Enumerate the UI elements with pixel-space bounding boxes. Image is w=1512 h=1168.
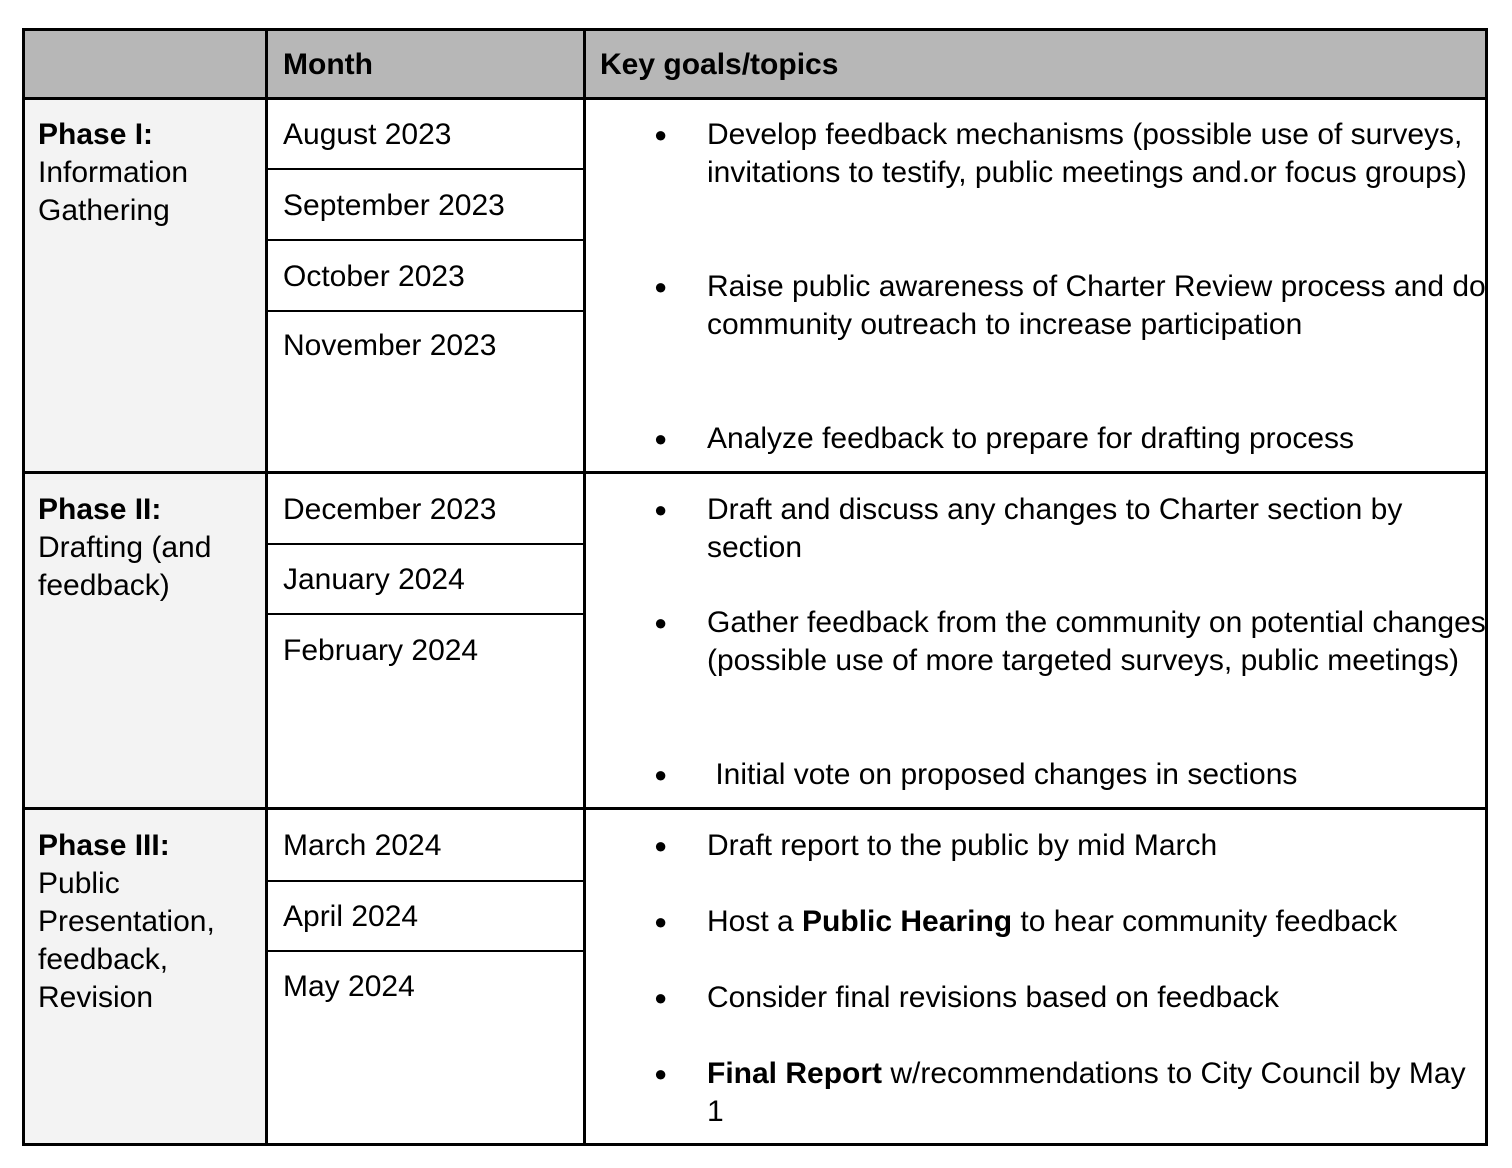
- divider: [22, 807, 1488, 810]
- month-cell: August 2023: [283, 118, 452, 151]
- bullet-icon: ●: [654, 497, 668, 522]
- month-cell: November 2023: [283, 329, 497, 362]
- goal-item: Raise public awareness of Charter Review process and do community outreach to increase participation: [707, 270, 1486, 341]
- divider: [267, 543, 583, 545]
- goal-item: Initial vote on proposed changes in sections: [707, 758, 1298, 791]
- goal-item: [707, 1055, 1487, 1131]
- phase-subtitle: Public Presentation, feedback, Revision: [38, 867, 215, 1014]
- bullet-icon: ●: [654, 833, 668, 858]
- month-cell: October 2023: [283, 260, 465, 293]
- divider: [22, 471, 1488, 474]
- month-cell: April 2024: [283, 900, 419, 933]
- goal-item: Consider final revisions based on feedback: [707, 981, 1280, 1014]
- divider: [265, 28, 268, 1146]
- phase-2-label: [38, 491, 258, 605]
- goal-emphasis: Final Report: [707, 1057, 883, 1090]
- month-cell: January 2024: [283, 563, 465, 596]
- goal-text: to hear community feedback: [1012, 905, 1398, 938]
- divider: [267, 239, 583, 241]
- bullet-icon: ●: [654, 426, 668, 451]
- goal-item: Develop feedback mechanisms (possible use of surveys, invitations to testify, public meetings and.or focus groups): [707, 118, 1467, 189]
- goal-item: Gather feedback from the community on potential changes (possible use of more targeted surveys, public meetings): [707, 606, 1486, 677]
- phase-subtitle: Drafting (and feedback): [38, 531, 212, 602]
- month-cell: September 2023: [283, 189, 505, 222]
- phase-title: Phase II:: [38, 493, 162, 526]
- bullet-icon: ●: [654, 274, 668, 299]
- month-cell: December 2023: [283, 493, 497, 526]
- phase-title: Phase III:: [38, 829, 170, 862]
- goal-item: Draft report to the public by mid March: [707, 829, 1218, 862]
- divider: [267, 880, 583, 882]
- goal-item: Draft and discuss any changes to Charter section by section: [707, 493, 1403, 564]
- divider: [583, 28, 586, 1146]
- bullet-icon: ●: [654, 1061, 668, 1086]
- goal-emphasis: Public Hearing: [802, 905, 1013, 938]
- month-cell: May 2024: [283, 970, 415, 1003]
- divider: [267, 310, 583, 312]
- month-cell: February 2024: [283, 634, 479, 667]
- divider: [22, 97, 1488, 100]
- timeline-table: [22, 28, 1488, 1146]
- bullet-icon: ●: [654, 762, 668, 787]
- bullet-icon: ●: [654, 122, 668, 147]
- bullet-icon: ●: [654, 909, 668, 934]
- month-column-header: Month: [283, 48, 373, 81]
- goal-item: [707, 903, 1487, 941]
- goals-column-header: Key goals/topics: [600, 48, 839, 81]
- phase-3-label: [38, 827, 258, 1017]
- phase-1-label: [38, 116, 258, 230]
- goal-item: Analyze feedback to prepare for drafting process: [707, 422, 1355, 455]
- bullet-icon: ●: [654, 610, 668, 635]
- month-cell: March 2024: [283, 829, 442, 862]
- divider: [267, 950, 583, 952]
- phase-title: Phase I:: [38, 118, 154, 151]
- divider: [267, 613, 583, 615]
- phase-subtitle: Information Gathering: [38, 156, 189, 227]
- bullet-icon: ●: [654, 985, 668, 1010]
- goal-text: w/recommendations to City Council by May 1: [707, 1057, 1466, 1128]
- divider: [267, 168, 583, 170]
- goal-text: Host a: [707, 905, 803, 938]
